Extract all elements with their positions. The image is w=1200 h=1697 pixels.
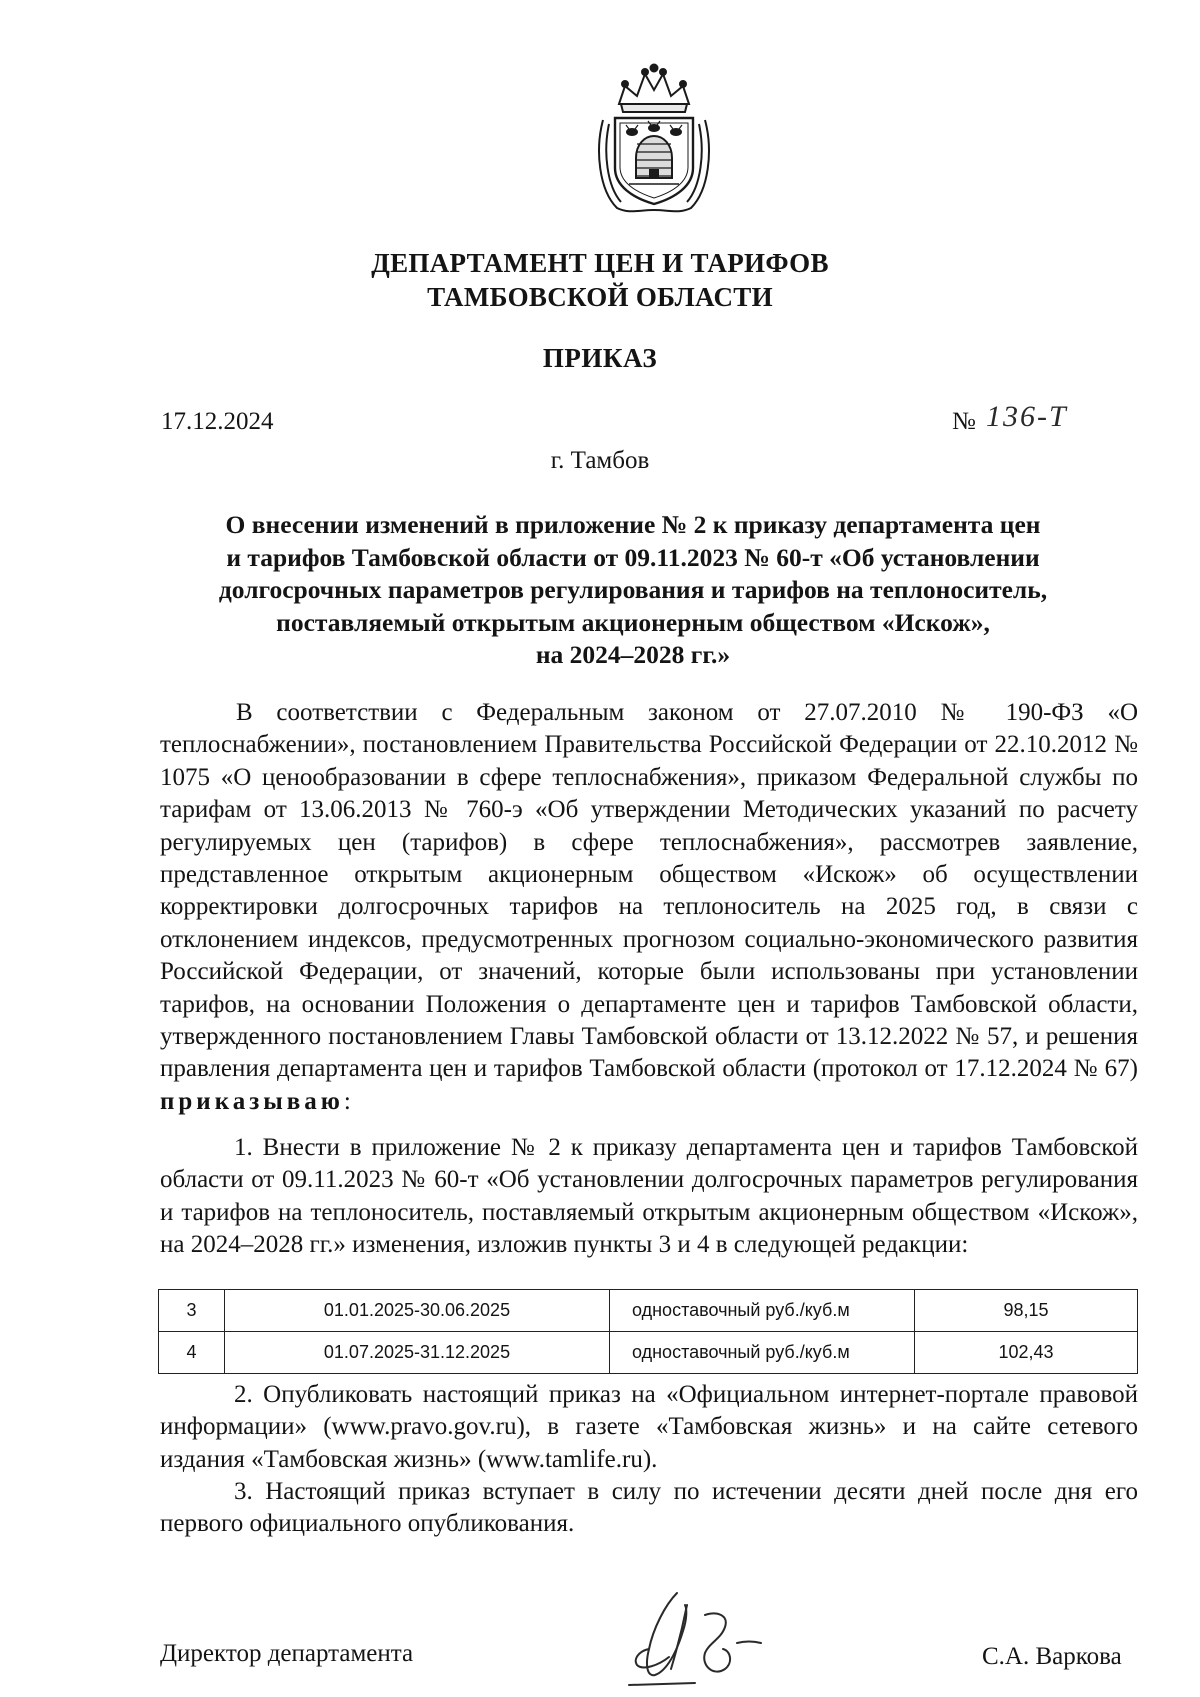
- subject-line-2: и тарифов Тамбовской области от 09.11.2023 № 60-т «Об установлении: [226, 542, 1040, 572]
- tariff-value-cell: 102,43: [915, 1332, 1138, 1374]
- period-cell: 01.07.2025-31.12.2025: [225, 1332, 610, 1374]
- tariff-table: [158, 1289, 1138, 1374]
- order-word: приказываю: [160, 1087, 344, 1115]
- city: г. Тамбов: [550, 447, 650, 474]
- order-title: ПРИКАЗ: [542, 343, 658, 373]
- order-number-handwritten: 136-Т: [986, 400, 1068, 433]
- subject-line-5: на 2024–2028 гг.»: [535, 640, 731, 669]
- item-3-paragraph: 3. Настоящий приказ вступает в силу по истечении десяти дней после дня его первого официального опубликования.: [160, 1478, 1138, 1538]
- order-date: 17.12.2024: [161, 408, 274, 435]
- tariff-value-cell: 98,15: [915, 1290, 1138, 1332]
- department-line-2: ТАМБОВСКОЙ ОБЛАСТИ: [427, 282, 773, 312]
- row-number-cell: 4: [159, 1332, 225, 1374]
- department-line-1: ДЕПАРТАМЕНТ ЦЕН И ТАРИФОВ: [371, 248, 829, 278]
- tariff-type-cell: одноставочный руб./куб.м: [610, 1290, 915, 1332]
- order-number-label: №: [952, 408, 976, 435]
- table-row: [159, 1332, 1138, 1374]
- order-colon: :: [343, 1087, 351, 1115]
- signatory-position: Директор департамента: [160, 1640, 414, 1667]
- subject-line-1: О внесении изменений в приложение № 2 к приказу департамента цен: [225, 510, 1041, 539]
- preamble-paragraph: [160, 697, 1138, 1118]
- subject-line-4: поставляемый открытым акционерным обществом «Искож»,: [276, 607, 990, 637]
- item-2-paragraph: 2. Опубликовать настоящий приказ на «Официальном интернет-портале правовой информации» (www.pravo.gov.ru), в газете «Тамбовская жизнь» и на сайте сетевого издания «Тамбовская жизнь» (www.tamlife.ru).: [160, 1381, 1138, 1473]
- handwritten-signature: [625, 1585, 805, 1690]
- tambov-coat-of-arms-emblem: [589, 60, 719, 216]
- table-row: [159, 1290, 1138, 1332]
- preamble-text: В соответствии с Федеральным законом от 27.07.2010 № 190-ФЗ «О теплоснабжении», постановлением Правительства Российской Федерации от 22.10.2012 № 1075 «О ценообразовании в сфере теплоснабжения», приказом Федеральной службы по тарифам от 13.06.2013 № 760-э «Об утверждении Методических указаний по расчету регулируемых цен (тарифов) в сфере теплоснабжения», рассмотрев заявление, представленное открытым акционерным обществом «Искож» об осуществлении корректировки долгосрочных тарифов на теплоноситель на 2025 год, в связи с отклонением индексов, предусмотренных прогнозом социально-экономического развития Российской Федерации, от значений, которые были использованы при установлении тарифов, на основании Положения о департаменте цен и тарифов Тамбовской области, утвержденного постановлением Главы Тамбовской области от 13.12.2022 № 57, и решения правления департамента цен и тарифов Тамбовской области (протокол от 17.12.2024 № 67): [160, 699, 1138, 1083]
- order-subject: [178, 509, 1088, 672]
- signatory-name: С.А. Варкова: [982, 1643, 1122, 1670]
- row-number-cell: 3: [159, 1290, 225, 1332]
- tariff-type-cell: одноставочный руб./куб.м: [610, 1332, 915, 1374]
- subject-line-3: долгосрочных параметров регулирования и тарифов на теплоноситель,: [218, 575, 1048, 604]
- department-name: [0, 246, 1200, 314]
- period-cell: 01.01.2025-30.06.2025: [225, 1290, 610, 1332]
- item-1-paragraph: 1. Внести в приложение № 2 к приказу департамента цен и тарифов Тамбовской области от 09.11.2023 № 60-т «Об установлении долгосрочных параметров регулирования и тарифов на теплоноситель, поставляемый открытым акционерным обществом «Искож», на 2024–2028 гг.» изменения, изложив пункты 3 и 4 в следующей редакции:: [160, 1134, 1138, 1259]
